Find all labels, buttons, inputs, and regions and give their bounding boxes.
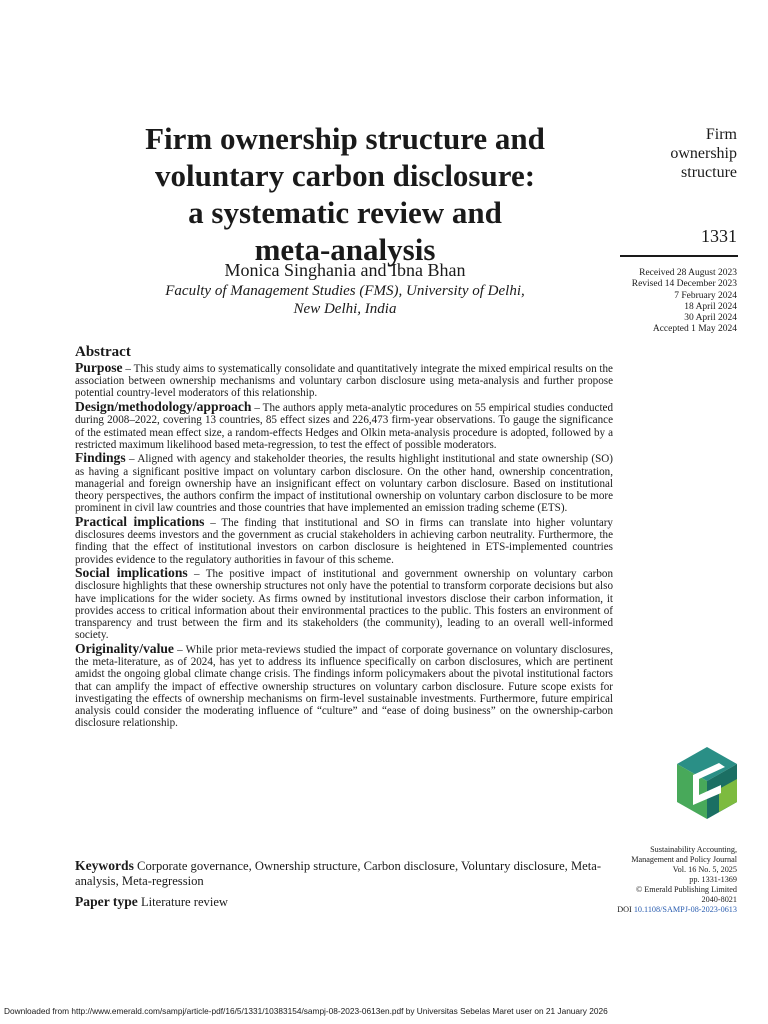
date-line: Revised 14 December 2023 bbox=[631, 279, 737, 290]
keywords-text: Corporate governance, Ownership structure, Carbon disclosure, Voluntary disclosure, Meta-analysis, Meta-regression bbox=[75, 859, 602, 888]
section-text: – While prior meta-reviews studied the impact of corporate governance on voluntary disclosures, the meta-literature, as of 2024, has yet to address its influence specifically on carbon disclosures, which are pertinent amidst the ongoing global climate change crisis. The findings inform policymakers about the pivotal institutional factors that can amplify the impact of effective ownership structures on voluntary carbon disclosure. Future scope exists for investigating the effects of ownership mechanisms on firm-level sustainable investments. Furthermore, future empirical analysis could consider the moderating influence of “culture” and “ease of doing business” on the ownership-carbon disclosure relationship. bbox=[75, 643, 613, 730]
title-line: a systematic review and bbox=[188, 195, 502, 230]
doi-link[interactable]: 10.1108/SAMPJ-08-2023-0613 bbox=[633, 905, 737, 914]
page-number: 1331 bbox=[701, 226, 737, 246]
abstract-section-social bbox=[75, 567, 613, 641]
date-line: 7 February 2024 bbox=[674, 290, 737, 301]
date-line: Received 28 August 2023 bbox=[639, 268, 737, 278]
doi-label: DOI bbox=[617, 905, 632, 914]
keywords bbox=[75, 858, 615, 889]
title-line: meta-analysis bbox=[254, 232, 436, 267]
abstract-section-purpose bbox=[75, 362, 613, 400]
article-title bbox=[100, 120, 590, 268]
journal-line: © Emerald Publishing Limited bbox=[635, 885, 737, 894]
abstract-section-practical bbox=[75, 513, 613, 566]
running-head-line: ownership bbox=[670, 145, 737, 162]
section-text: – The finding that institutional and SO in firms can translate into higher voluntary disclosures deems investors and the government as crucial stakeholders in achieving carbon neutrality. Furthermore, the finding that the effect of institutional investors on carbon disclosure is heightened in ETS-implemented countries provides evidence to the regulatory authorities in favour of this scheme. bbox=[75, 516, 613, 566]
running-head-line: structure bbox=[681, 164, 737, 181]
section-label: Originality/value bbox=[75, 640, 174, 656]
section-text: – This study aims to systematically consolidate and quantitatively integrate the mixed empirical results on the association between ownership mechanisms and voluntary carbon disclosure using meta-analysis and further propose potential country-level moderators of this relationship. bbox=[75, 363, 613, 400]
title-line: Firm ownership structure and bbox=[145, 121, 545, 156]
section-label: Practical implications bbox=[75, 513, 205, 529]
abstract-section-design bbox=[75, 401, 613, 451]
download-footer: Downloaded from http://www.emerald.com/sampj/article-pdf/16/5/1331/10383154/sampj-08-2023-0613en.pdf by Universitas Sebelas Maret user on 21 January 2026 bbox=[4, 1006, 608, 1016]
abstract-section-originality bbox=[75, 640, 613, 730]
abstract-body bbox=[75, 362, 613, 731]
section-text: – Aligned with agency and stakeholder theories, the results highlight institutional and state ownership (SO) as having a significant positive impact on voluntary carbon disclosure. On the other hand, ownership concentration, managerial and foreign ownership have an insignificant effect on voluntary carbon disclosure. Based on institutional theory perspectives, the authors confirm the impact of institutional ownership on voluntary carbon disclosure to be more prominent in civil law countries and those countries that have implemented an emission trading scheme (ETS). bbox=[75, 453, 613, 515]
journal-line: Management and Policy Journal bbox=[631, 855, 737, 864]
divider-rule bbox=[620, 255, 738, 257]
journal-line: 2040-8021 bbox=[701, 895, 737, 904]
abstract-heading: Abstract bbox=[75, 344, 131, 360]
journal-line: Vol. 16 No. 5, 2025 bbox=[672, 865, 737, 874]
date-line: 18 April 2024 bbox=[684, 301, 737, 312]
abstract-section-findings bbox=[75, 452, 613, 514]
section-label: Social implications bbox=[75, 565, 188, 581]
date-line: 30 April 2024 bbox=[684, 313, 737, 324]
journal-line: Sustainability Accounting, bbox=[650, 845, 737, 854]
section-label: Design/methodology/approach bbox=[75, 399, 252, 415]
affiliation-line: New Delhi, India bbox=[293, 301, 397, 317]
section-text: – The positive impact of institutional and government ownership on voluntary carbon disclosure highlights that these ownership structures not only have the potential to transform corporate decisions but also have implications for the wider society. As firms owned by institutional investors disclose their carbon information, it provides access to critical information about their environmental practices to the public. This fosters an environment of transparency and trust between the firm and its stakeholders (the community), leading to an overall well-informed society. bbox=[75, 568, 614, 642]
paper-type-label: Paper type bbox=[75, 894, 138, 909]
publisher-logo-icon bbox=[675, 745, 739, 821]
affiliation bbox=[100, 282, 590, 318]
running-head-line: Firm bbox=[705, 126, 737, 143]
running-head bbox=[600, 125, 737, 182]
submission-dates bbox=[600, 268, 737, 336]
affiliation-line: Faculty of Management Studies (FMS), University of Delhi, bbox=[165, 283, 525, 299]
section-label: Purpose bbox=[75, 360, 123, 375]
paper-type-text: Literature review bbox=[137, 895, 229, 909]
keywords-label: Keywords bbox=[75, 858, 134, 873]
date-line: Accepted 1 May 2024 bbox=[652, 324, 737, 335]
journal-line: pp. 1331-1369 bbox=[689, 875, 737, 884]
section-label: Findings bbox=[75, 450, 126, 466]
section-text: – The authors apply meta-analytic procedures on 55 empirical studies conducted during 2008–2022, covering 13 countries, 85 effect sizes and 226,473 firm-year observations. To gauge the significance of the estimated mean effect size, a random-effects Hedges and Olkin meta-analysis procedure is adopted, followed by a restricted maximum likelihood based meta-regression, to test the effect of possible moderators. bbox=[75, 402, 613, 451]
title-line: voluntary carbon disclosure: bbox=[154, 158, 536, 193]
author-names: Monica Singhania and Ibna Bhan bbox=[224, 260, 466, 280]
paper-type bbox=[75, 894, 615, 910]
